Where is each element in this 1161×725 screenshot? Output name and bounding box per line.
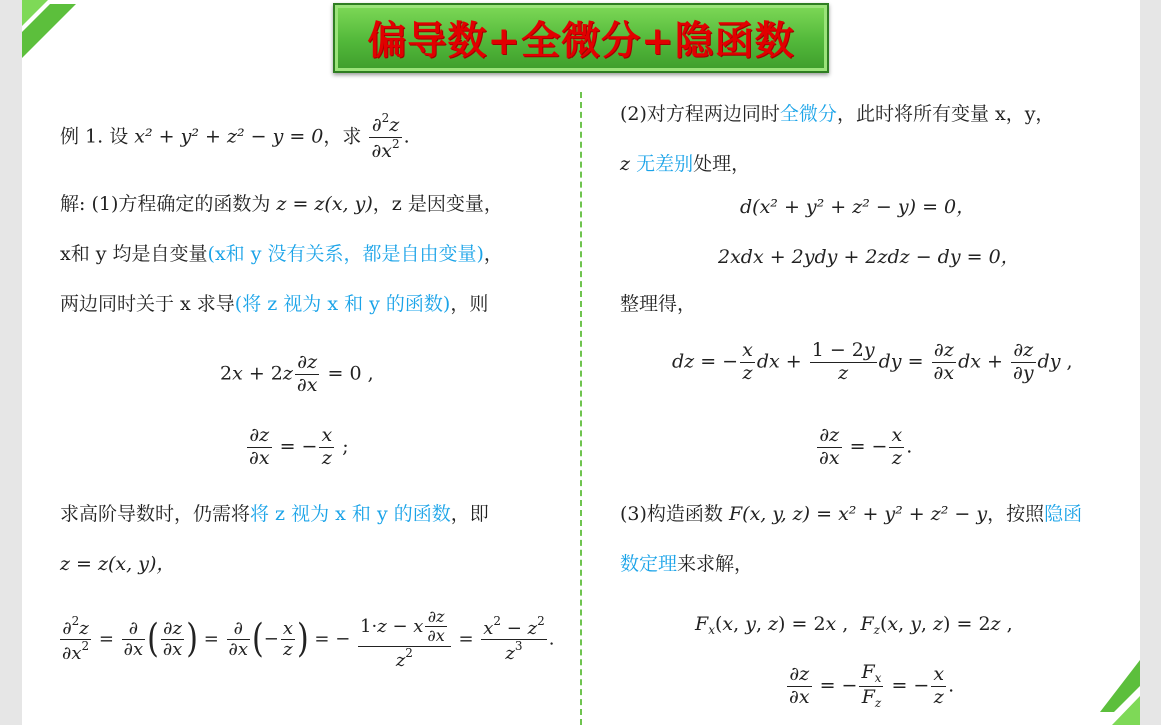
equation-first-partial: $\frac{\partial z}{\partial x}$ = − $\frac{x}{z}$ ; [249,424,349,469]
uniform-treatment-note: z 无差别处理， [620,153,751,175]
equation-expanded: 2xdx + 2ydy + 2zdz − dy = 0， [718,246,1020,268]
title-banner [333,3,829,73]
higher-order-note: 求高阶导数时，仍需将将 z 视为 x 和 y 的函数，即 [60,503,489,525]
equation-derivative: 2x + 2z $\frac{\partial z}{\partial x}$ = 0 , [220,351,374,396]
variables-note: x和 y 均是自变量(x和 y 没有关系，都是自由变量)， [60,243,503,265]
differentiate-note: 两边同时关于 x 求导(将 z 视为 x 和 y 的函数)，则 [60,293,489,315]
second-partial-fraction: $\frac{\partial^2z}{\partial x^2}$ [371,111,400,162]
equation-second-partial: $\frac{\partial^2z}{\partial x^2}$ = $\frac{\partial}{\partial x}$ ( $\frac{\partial z}{\partial x}$ ) = $\frac{\partial}{\partial x}$ (− $\frac{x}{z}$ ) = − 1·z − x $\frac{\partial z}{\partial x}$ $z^2$ = $\frac{x^2 - z^2}{z^3}$ . [62,607,555,671]
total-differential-note: (2)对方程两边同时全微分，此时将所有变量 x，y， [620,103,1055,125]
corner-decoration-bottom-right [1100,660,1140,725]
equation-dz: dz = − $\frac{x}{z}$ dx + $\frac{1 - 2y}{z}$ dy = $\frac{\partial z}{\partial x}$ dx + $\frac{\partial z}{\partial y}$ dy , [672,339,1073,384]
example-statement: 例 1. 设 x² + y² + z² − y = 0，求 $\frac{\partial^2z}{\partial x^2}$ . [60,111,410,162]
construct-function-note: (3)构造函数 F(x, y, z) = x² + y² + z² − y，按照隐函 [620,503,1083,525]
corner-decoration-top-left [22,0,82,60]
column-divider [580,92,582,725]
solution-intro: 解: (1)方程确定的函数为 z = z(x, y)，z 是因变量， [60,193,503,215]
rearrange-label: 整理得， [620,293,697,315]
equation-implicit-result: $\frac{\partial z}{\partial x}$ = − $\frac{F_x}{F_z}$ = − $\frac{x}{z}$ . [789,661,955,710]
equation-partial-result: $\frac{\partial z}{\partial x}$ = − $\frac{x}{z}$ . [819,424,913,469]
equation-partials-F: $F_x(x$, y, z) = 2x , $F_z(x$, y, z) = 2z , [695,613,1013,637]
implicit-theorem-note: 数定理来求解， [620,553,754,575]
page-title: 偏导数+全微分+隐函数 [367,18,795,64]
equation-differential: d(x² + y² + z² − y) = 0， [740,196,976,218]
implicit-function: z = z(x, y)， [60,553,176,575]
right-margin [1140,0,1161,725]
left-margin [0,0,22,725]
